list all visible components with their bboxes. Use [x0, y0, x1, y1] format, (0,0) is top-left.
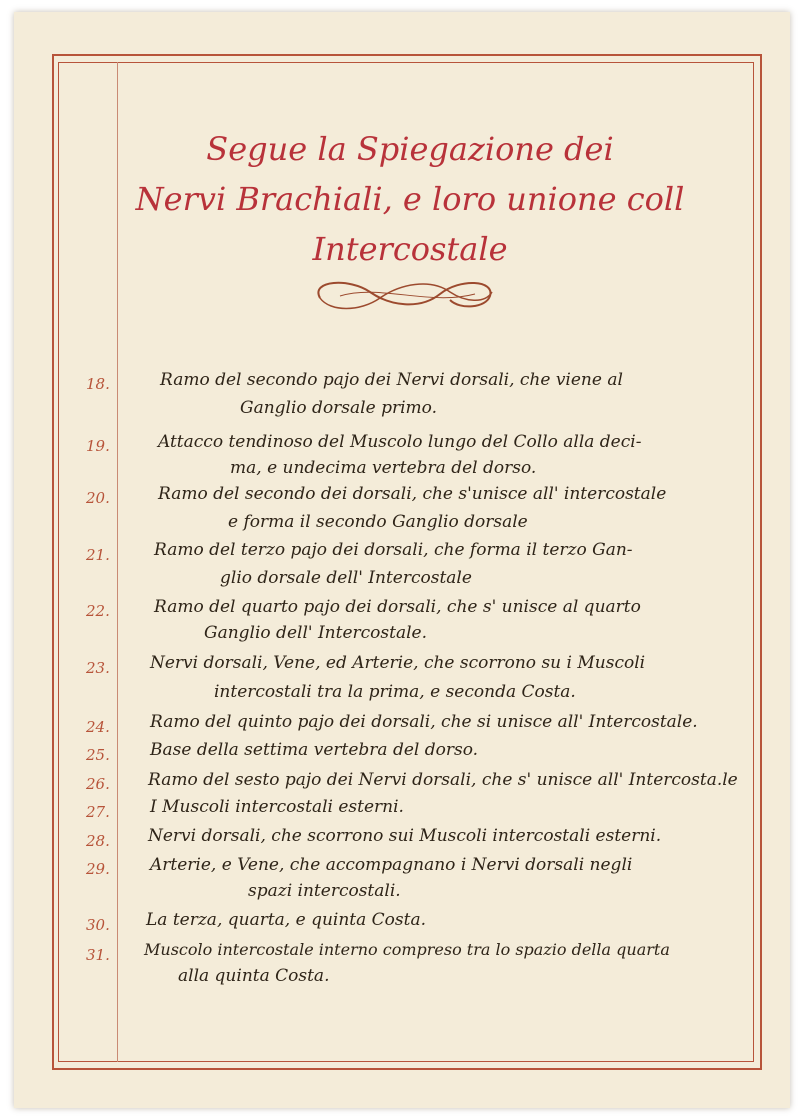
entry-number: 29. [86, 860, 110, 878]
entry-number: 31. [86, 946, 110, 964]
title-line-2: Nervi Brachiali, e loro unione coll [135, 180, 685, 218]
title-line-1: Segue la Spiegazione dei [206, 130, 614, 168]
entry-text: Ganglio dell' Intercostale. [204, 623, 427, 643]
entry-text: Arterie, e Vene, che accompagnano i Nervi dorsali negli [150, 855, 633, 875]
entry-text: Nervi dorsali, Vene, ed Arterie, che scorrono su i Muscoli [150, 653, 646, 673]
entry-text: Muscolo intercostale interno compreso tra lo spazio della quarta [144, 940, 670, 959]
entry-text: La terza, quarta, e quinta Costa. [146, 910, 427, 930]
entry-text: Attacco tendinoso del Muscolo lungo del Collo alla deci- [158, 432, 642, 452]
entry-text: Ganglio dorsale primo. [240, 398, 437, 418]
entry-number: 30. [86, 916, 110, 934]
entry-text: spazi intercostali. [248, 881, 401, 901]
entry-text: glio dorsale dell' Intercostale [220, 568, 472, 588]
entry-number: 24. [86, 718, 110, 736]
entry-number: 21. [86, 546, 110, 564]
entry-text: Ramo del quarto pajo dei dorsali, che s' unisce al quarto [154, 597, 641, 617]
entry-number: 22. [86, 602, 110, 620]
entry-text: Ramo del secondo pajo dei Nervi dorsali, che viene al [160, 370, 623, 390]
entry-text: I Muscoli intercostali esterni. [150, 797, 404, 817]
entry-number: 28. [86, 832, 110, 850]
entry-text: Ramo del secondo dei dorsali, che s'unisce all' intercostale [158, 484, 667, 504]
entry-text: e forma il secondo Ganglio dorsale [228, 512, 528, 532]
entry-number: 19. [86, 437, 110, 455]
entry-text: ma, e undecima vertebra del dorso. [230, 458, 537, 478]
entry-text: Nervi dorsali, che scorrono sui Muscoli intercostali esterni. [148, 826, 662, 846]
title-line-3: Intercostale [312, 230, 508, 268]
entry-number: 26. [86, 775, 110, 793]
entry-number: 27. [86, 803, 110, 821]
entry-number: 23. [86, 659, 110, 677]
entry-text: intercostali tra la prima, e seconda Costa. [214, 682, 576, 702]
entry-text: Ramo del terzo pajo dei dorsali, che forma il terzo Gan- [154, 540, 633, 560]
entry-text: Base della settima vertebra del dorso. [150, 740, 479, 760]
entry-text: Ramo del quinto pajo dei dorsali, che si unisce all' Intercostale. [150, 712, 698, 732]
entry-number: 25. [86, 746, 110, 764]
entry-number: 18. [86, 375, 110, 393]
entry-text: Ramo del sesto pajo dei Nervi dorsali, che s' unisce all' Intercosta.le [148, 770, 738, 790]
entry-number: 20. [86, 489, 110, 507]
entry-text: alla quinta Costa. [178, 966, 330, 986]
